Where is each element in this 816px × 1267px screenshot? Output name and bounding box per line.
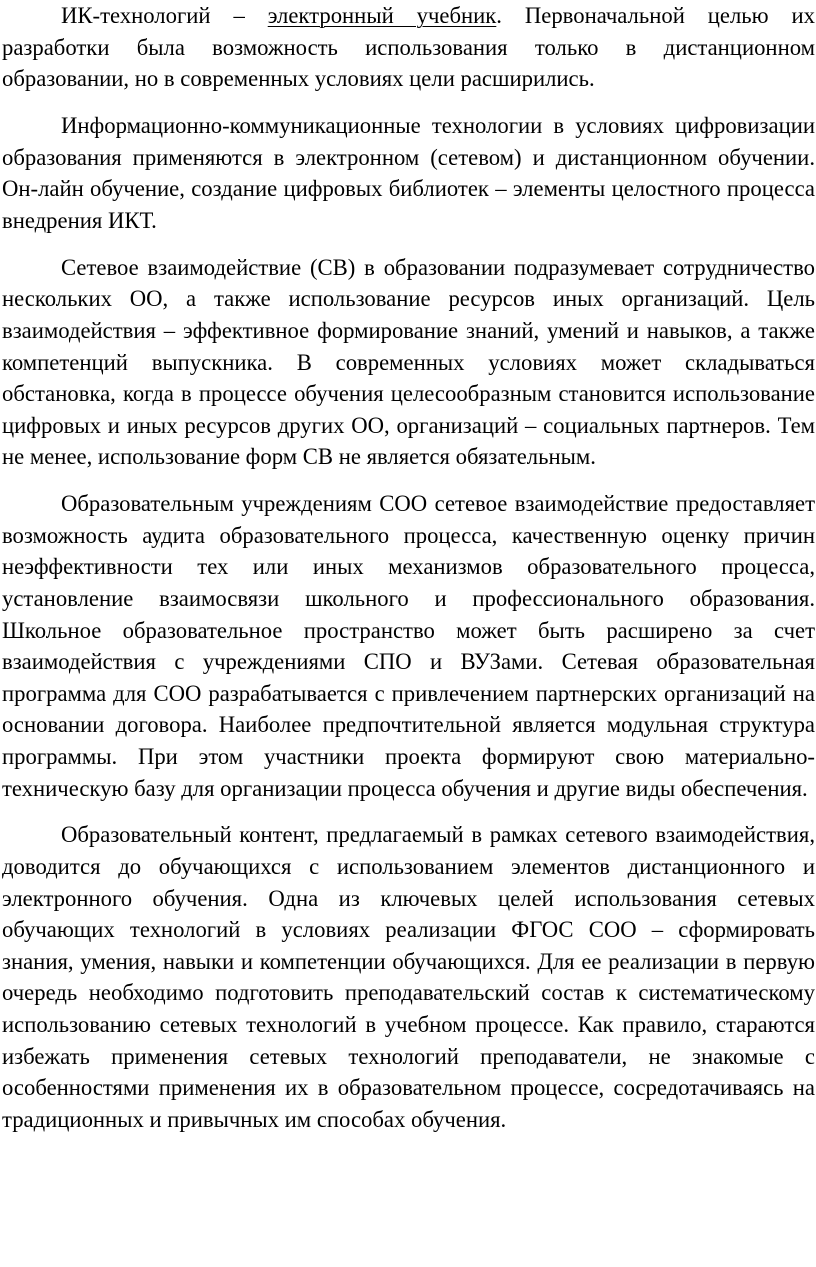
paragraph-1 (2, 0, 815, 95)
paragraph-3: Сетевое взаимодействие (СВ) в образовании подразумевает сотрудничество нескольких ОО, а также использование ресурсов иных организаций. Цель взаимодействия – эффективное формирование знаний, умений и навыков, а также компетенций выпускника. В современных условиях может складываться обстановка, когда в процессе обучения целесообразным становится использование цифровых и иных ресурсов других ОО, организаций – социальных партнеров. Тем не менее, использование форм СВ не является обязательным. (2, 254, 815, 470)
paragraph-5: Образовательный контент, предлагаемый в рамках сетевого взаимодействия, доводится до обучающихся с использованием элементов дистанционного и электронного обучения. Одна из ключевых целей использования сетевых обучающих технологий в условиях реализации ФГОС СОО – сформировать знания, умения, навыки и компетенции обучающихся. Для ее реализации в первую очередь необходимо подготовить преподавательский состав к систематическому использованию сетевых технологий в учебном процессе. Как правило, стараются избежать применения сетевых технологий преподаватели, не знакомые с особенностями применения их в образовательном процессе, сосредотачиваясь на традиционных и привычных им способах обучения. (2, 822, 815, 1132)
paragraph-1-lead: ИК-технологий – (61, 3, 268, 28)
electronic-textbook-link[interactable]: электронный учебник (267, 3, 497, 28)
paragraph-4: Образовательным учреждениям СОО сетевое взаимодействие предоставляет возможность аудита образовательного процесса, качественную оценку причин неэффективности тех или иных механизмов образовательного процесса, установление взаимосвязи школьного и профессионального образования. Школьное образовательное пространство может быть расширено за счет взаимодействия с учреждениями СПО и ВУЗами. Сетевая образовательная программа для СОО разрабатывается с привлечением партнерских организаций на основании договора. Наиболее предпочтительной является модульная структура программы. При этом участники проекта формируют свою материально-техническую базу для организации процесса обучения и другие виды обеспечения. (2, 491, 815, 801)
paragraph-2: Информационно-коммуникационные технологии в условиях цифровизации образования применяются в электронном (сетевом) и дистанционном обучении. Он-лайн обучение, создание цифровых библиотек – элементы целостного процесса внедрения ИКТ. (2, 113, 815, 233)
paragraph-1-rest: . Первоначальной целью их разработки была возможность использования только в дистанционном образовании, но в современных условиях цели расширились. (2, 3, 815, 92)
